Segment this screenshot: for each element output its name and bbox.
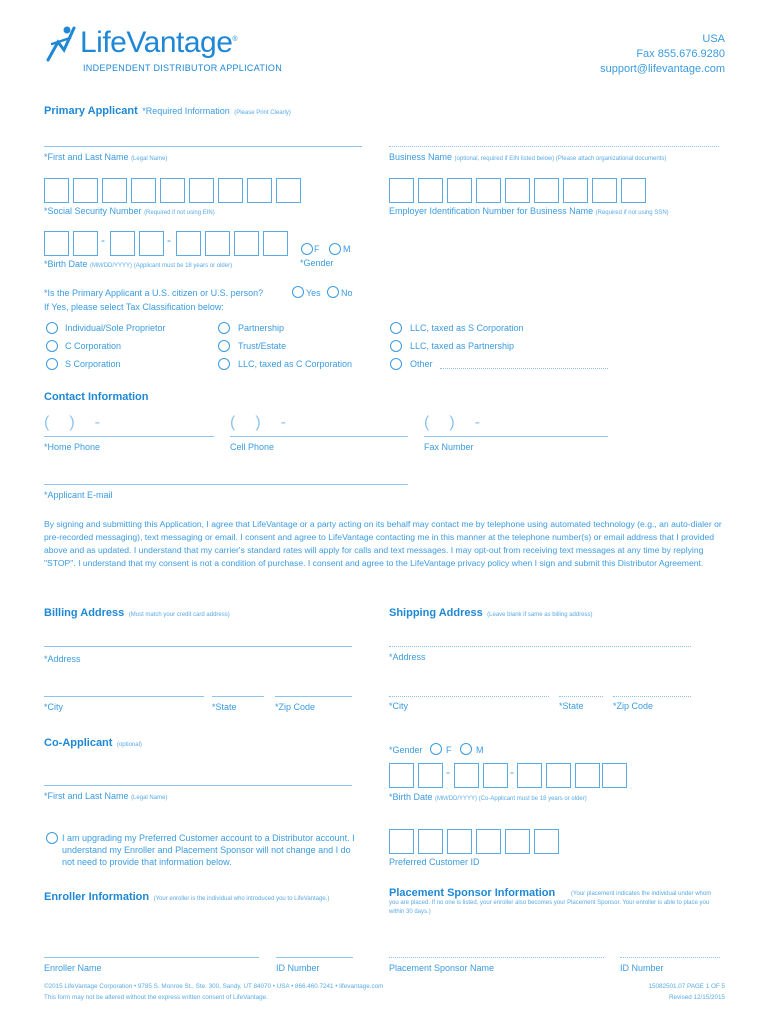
co-birth-digit-box[interactable] xyxy=(454,763,479,788)
tax-partnership-radio[interactable] xyxy=(218,322,230,334)
header-email: support@lifevantage.com xyxy=(600,63,725,75)
shipping-section-title: Shipping Address (Leave blank if same as billing address) xyxy=(389,607,593,619)
billing-section-title: Billing Address (Must match your credit card address) xyxy=(44,607,230,619)
co-gender-m-radio[interactable] xyxy=(460,743,472,755)
fax-label: Fax Number xyxy=(424,442,474,452)
home-phone-line[interactable] xyxy=(44,436,214,437)
citizen-no-label: No xyxy=(341,288,353,298)
gender-m-label: M xyxy=(343,244,351,254)
footer-revised: Revised 12/15/2015 xyxy=(668,994,725,1001)
ssn-digit-box[interactable] xyxy=(73,178,98,203)
date-separator: - xyxy=(510,765,514,779)
header-country: USA xyxy=(702,33,725,45)
shipping-address-label: *Address xyxy=(389,652,426,662)
enroller-name-line[interactable] xyxy=(44,957,259,958)
co-gender-label: *Gender xyxy=(389,745,423,755)
pc-id-digit-box[interactable] xyxy=(505,829,530,854)
fax-mask: ()- xyxy=(424,414,500,431)
ein-digit-box[interactable] xyxy=(534,178,559,203)
footer-code: 15082501.07 PAGE 1 OF 5 xyxy=(648,983,725,990)
tax-option-label: C Corporation xyxy=(65,341,122,351)
shipping-state-line[interactable] xyxy=(559,696,603,697)
shipping-state-label: *State xyxy=(559,701,584,711)
placement-id-line[interactable] xyxy=(620,957,720,958)
co-applicant-section-title: Co-Applicant (optional) xyxy=(44,737,142,749)
co-birth-digit-box[interactable] xyxy=(389,763,414,788)
shipping-zip-line[interactable] xyxy=(613,696,691,697)
enroller-name-label: Enroller Name xyxy=(44,963,102,973)
birth-label: *Birth Date (MM/DD/YYYY) (Applicant must be 18 years or older) xyxy=(44,259,233,269)
pc-id-digit-box[interactable] xyxy=(447,829,472,854)
form-subtitle: INDEPENDENT DISTRIBUTOR APPLICATION xyxy=(83,63,283,73)
business-label: Business Name (optional, required if EIN listed below) (Please attach organizational documents) xyxy=(389,152,667,162)
co-birth-digit-box[interactable] xyxy=(575,763,600,788)
enroller-id-label: ID Number xyxy=(276,963,320,973)
gender-f-radio[interactable] xyxy=(301,243,313,255)
cell-phone-line[interactable] xyxy=(230,436,408,437)
logo-text: LifeVantage® xyxy=(80,26,238,59)
email-input-line[interactable] xyxy=(44,484,408,485)
co-birth-label: *Birth Date (MM/DD/YYYY) (Co-Applicant must be 18 years or older) xyxy=(389,792,587,802)
placement-id-label: ID Number xyxy=(620,963,664,973)
billing-zip-line[interactable] xyxy=(275,696,352,697)
ein-digit-box[interactable] xyxy=(621,178,646,203)
enroller-section-title: Enroller Information (Your enroller is the individual who introduced you to LifeVantage.) xyxy=(44,891,330,903)
placement-name-label: Placement Sponsor Name xyxy=(389,963,495,973)
tax-question: If Yes, please select Tax Classification below: xyxy=(44,302,224,312)
birth-digit-box[interactable] xyxy=(73,231,98,256)
business-input-line[interactable] xyxy=(389,146,719,147)
co-birth-digit-box[interactable] xyxy=(546,763,571,788)
tax-llc-partnership-radio[interactable] xyxy=(390,340,402,352)
date-separator: - xyxy=(167,233,171,247)
pc-id-digit-box[interactable] xyxy=(418,829,443,854)
ein-digit-box[interactable] xyxy=(505,178,530,203)
contact-section-title: Contact Information xyxy=(44,391,149,403)
primary-section-title: Primary Applicant *Required Information (Please Print Clearly) xyxy=(44,105,291,117)
birth-digit-box[interactable] xyxy=(263,231,288,256)
tax-option-label: S Corporation xyxy=(65,359,121,369)
placement-name-line[interactable] xyxy=(389,957,604,958)
ssn-label: *Social Security Number (Required if not using EIN) xyxy=(44,206,215,216)
ein-digit-box[interactable] xyxy=(476,178,501,203)
tax-trust-radio[interactable] xyxy=(218,340,230,352)
gender-label: *Gender xyxy=(300,258,334,268)
cell-phone-label: Cell Phone xyxy=(230,442,275,452)
citizen-question: *Is the Primary Applicant a U.S. citizen or U.S. person? xyxy=(44,288,264,298)
ein-digit-box[interactable] xyxy=(592,178,617,203)
billing-city-label: *City xyxy=(44,702,64,712)
footer-notice: This form may not be altered without the express written consent of LifeVantage. xyxy=(44,994,268,1001)
tax-llc-s-radio[interactable] xyxy=(390,322,402,334)
lifevantage-logo-icon xyxy=(44,24,76,64)
tax-individual-radio[interactable] xyxy=(46,322,58,334)
ein-digit-box[interactable] xyxy=(418,178,443,203)
billing-address-line[interactable] xyxy=(44,646,352,647)
tax-other-radio[interactable] xyxy=(390,358,402,370)
birth-digit-box[interactable] xyxy=(234,231,259,256)
tax-llc-c-radio[interactable] xyxy=(218,358,230,370)
upgrade-radio[interactable] xyxy=(46,832,58,844)
tax-c-corp-radio[interactable] xyxy=(46,340,58,352)
co-birth-digit-box[interactable] xyxy=(602,763,627,788)
tax-other-input-line[interactable] xyxy=(440,368,608,369)
name-input-line[interactable] xyxy=(44,146,362,147)
tax-option-label: LLC, taxed as S Corporation xyxy=(410,323,524,333)
co-name-label: *First and Last Name (Legal Name) xyxy=(44,791,168,801)
date-separator: - xyxy=(101,233,105,247)
billing-state-label: *State xyxy=(212,702,237,712)
co-gender-f-radio[interactable] xyxy=(430,743,442,755)
citizen-no-radio[interactable] xyxy=(327,286,339,298)
gender-m-radio[interactable] xyxy=(329,243,341,255)
cell-phone-mask: ()- xyxy=(230,414,306,431)
consent-text: By signing and submitting this Application, I agree that LifeVantage or a party acting on its behalf may contact me by telephone using automated technology (e.g., an auto-dialer or pre-recorded messaging), text messaging or email. I consent and agree to LifeVantage contacting me in this manner at the telephone number(s) or email address that I provided above and as updated. I understand that my carrier's standard rates will apply for calls and text messages. I may opt-out from receiving text messages at any time by replying "STOP". I understand that my consent is not a condition of purchase. I consent and agree to the LifeVantage privacy policy when I sign and submit this Distributor Agreement. xyxy=(44,519,722,568)
ssn-digit-box[interactable] xyxy=(102,178,127,203)
birth-digit-box[interactable] xyxy=(176,231,201,256)
shipping-city-line[interactable] xyxy=(389,696,549,697)
birth-digit-box[interactable] xyxy=(44,231,69,256)
co-gender-f-label: F xyxy=(446,745,452,755)
ein-label: Employer Identification Number for Business Name (Required if not using SSN) xyxy=(389,206,669,216)
billing-zip-label: *Zip Code xyxy=(275,702,316,712)
home-phone-label: *Home Phone xyxy=(44,442,101,452)
placement-note: (Your placement indicates the individual under whom you are placed. If no one is listed, your enroller also becomes your Placement Sponsor. Your enroller is able to place you within 30 days.) xyxy=(389,891,712,915)
header-fax: Fax 855.676.9280 xyxy=(636,48,725,60)
ein-digit-box[interactable] xyxy=(563,178,588,203)
upgrade-text: I am upgrading my Preferred Customer account to a Distributor account. I understand my Enroller and Placement Sponsor will not change and I do not need to provide that information below. xyxy=(62,833,355,867)
ein-digit-box[interactable] xyxy=(447,178,472,203)
footer-corp: ©2015 LifeVantage Corporation • 9785 S. Monroe St., Ste. 300, Sandy, UT 84070 • USA • 866.460.7241 • lifevantage.com xyxy=(44,983,384,990)
gender-f-label: F xyxy=(314,244,320,254)
fax-line[interactable] xyxy=(424,436,608,437)
tax-option-label: LLC, taxed as Partnership xyxy=(410,341,515,351)
birth-digit-box[interactable] xyxy=(205,231,230,256)
pc-id-digit-box[interactable] xyxy=(389,829,414,854)
tax-s-corp-radio[interactable] xyxy=(46,358,58,370)
email-label: *Applicant E-mail xyxy=(44,490,113,500)
billing-address-label: *Address xyxy=(44,654,81,664)
name-label: *First and Last Name (Legal Name) xyxy=(44,152,168,162)
billing-city-line[interactable] xyxy=(44,696,204,697)
ssn-digit-box[interactable] xyxy=(131,178,156,203)
placement-section-title: Placement Sponsor Information xyxy=(389,887,556,899)
co-gender-m-label: M xyxy=(476,745,484,755)
birth-digit-box[interactable] xyxy=(139,231,164,256)
shipping-city-label: *City xyxy=(389,701,409,711)
pc-id-digit-box[interactable] xyxy=(534,829,559,854)
co-birth-digit-box[interactable] xyxy=(418,763,443,788)
co-birth-digit-box[interactable] xyxy=(517,763,542,788)
ssn-digit-box[interactable] xyxy=(218,178,243,203)
ein-digit-box[interactable] xyxy=(389,178,414,203)
citizen-yes-label: Yes xyxy=(306,288,321,298)
tax-option-label: Individual/Sole Proprietor xyxy=(65,323,166,333)
date-separator: - xyxy=(446,765,450,779)
birth-digit-box[interactable] xyxy=(110,231,135,256)
ssn-digit-box[interactable] xyxy=(276,178,301,203)
citizen-yes-radio[interactable] xyxy=(292,286,304,298)
co-name-line[interactable] xyxy=(44,785,352,786)
tax-option-label: Partnership xyxy=(238,323,285,333)
co-birth-digit-box[interactable] xyxy=(483,763,508,788)
tax-option-label: LLC, taxed as C Corporation xyxy=(238,359,353,369)
ssn-digit-box[interactable] xyxy=(160,178,185,203)
ssn-digit-box[interactable] xyxy=(44,178,69,203)
shipping-address-line[interactable] xyxy=(389,646,691,647)
ssn-digit-box[interactable] xyxy=(189,178,214,203)
pc-id-label: Preferred Customer ID xyxy=(389,857,480,867)
enroller-id-line[interactable] xyxy=(276,957,353,958)
home-phone-mask: ()- xyxy=(44,414,120,431)
pc-id-digit-box[interactable] xyxy=(476,829,501,854)
ssn-digit-box[interactable] xyxy=(247,178,272,203)
shipping-zip-label: *Zip Code xyxy=(613,701,654,711)
billing-state-line[interactable] xyxy=(212,696,264,697)
tax-option-label: Trust/Estate xyxy=(238,341,287,351)
tax-option-label: Other xyxy=(410,359,433,369)
